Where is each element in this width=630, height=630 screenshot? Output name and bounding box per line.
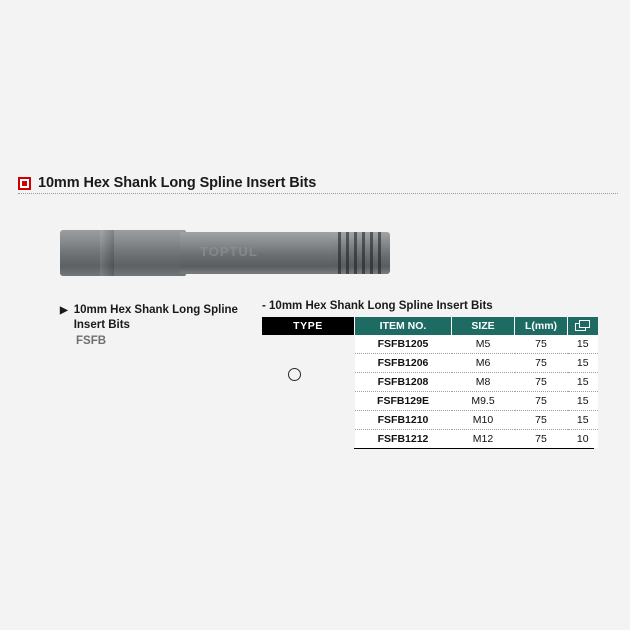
spec-table-block (262, 300, 594, 449)
spline-flute (362, 232, 365, 274)
table-row (262, 392, 598, 411)
spline-flute (378, 232, 381, 274)
cell-quantity: 15 (568, 335, 599, 354)
cell-item-no: FSFB1212 (355, 430, 452, 449)
table-row (262, 411, 598, 430)
table-row (262, 354, 598, 373)
cell-size: M6 (452, 354, 515, 373)
cell-item-no: FSFB1205 (355, 335, 452, 354)
cell-item-no: FSFB1206 (355, 354, 452, 373)
cell-size: M8 (452, 373, 515, 392)
title-marker-icon (18, 177, 31, 190)
table-header-length: L(mm) (515, 317, 568, 335)
cell-quantity: 15 (568, 392, 599, 411)
cell-quantity: 15 (568, 411, 599, 430)
spline-flute (370, 232, 373, 274)
table-header-row (262, 317, 598, 335)
table-row-spacer (262, 430, 355, 449)
bit-shank-shape (60, 230, 186, 276)
table-row-spacer (262, 392, 355, 411)
cell-item-no: FSFB1208 (355, 373, 452, 392)
table-row (262, 430, 598, 449)
product-series-code: FSFB (76, 335, 107, 347)
cell-length: 75 (515, 411, 568, 430)
cell-length: 75 (515, 354, 568, 373)
cell-quantity: 15 (568, 354, 599, 373)
spec-table-caption: - 10mm Hex Shank Long Spline Insert Bits (262, 300, 493, 312)
cell-size: M9.5 (452, 392, 515, 411)
spline-flute (338, 232, 341, 274)
table-row-spacer (262, 373, 355, 392)
spec-table (262, 317, 598, 448)
cell-length: 75 (515, 373, 568, 392)
cell-size: M5 (452, 335, 515, 354)
table-row-spacer (262, 354, 355, 373)
cell-length: 75 (515, 335, 568, 354)
table-row-spacer (262, 411, 355, 430)
arrow-right-icon: ▶ (60, 305, 68, 316)
table-row-spacer (262, 335, 355, 354)
cell-quantity: 15 (568, 373, 599, 392)
table-type-header: TYPE (262, 317, 355, 335)
table-body (262, 335, 598, 448)
cell-size: M12 (452, 430, 515, 449)
table-header-size: SIZE (452, 317, 515, 335)
product-caption (60, 303, 245, 347)
table-row (262, 335, 598, 354)
box-icon (575, 320, 592, 332)
title-divider (18, 193, 618, 194)
product-image (60, 222, 390, 284)
cell-length: 75 (515, 430, 568, 449)
page-title-row (18, 172, 618, 194)
table-row (262, 373, 598, 392)
table-header-quantity (568, 317, 599, 335)
cell-size: M10 (452, 411, 515, 430)
cell-quantity: 10 (568, 430, 599, 449)
table-bottom-divider (354, 448, 594, 449)
bit-spline-tip-shape (332, 232, 390, 274)
spline-flute (354, 232, 357, 274)
product-caption-head (60, 303, 245, 333)
product-brand-text: TOPTUL (200, 244, 258, 259)
table-header-item-no: ITEM NO. (355, 317, 452, 335)
spline-flute (346, 232, 349, 274)
cell-length: 75 (515, 392, 568, 411)
cell-item-no: FSFB129E (355, 392, 452, 411)
cell-item-no: FSFB1210 (355, 411, 452, 430)
product-caption-name: 10mm Hex Shank Long Spline Insert Bits (73, 304, 238, 331)
page-title: 10mm Hex Shank Long Spline Insert Bits (38, 175, 317, 191)
